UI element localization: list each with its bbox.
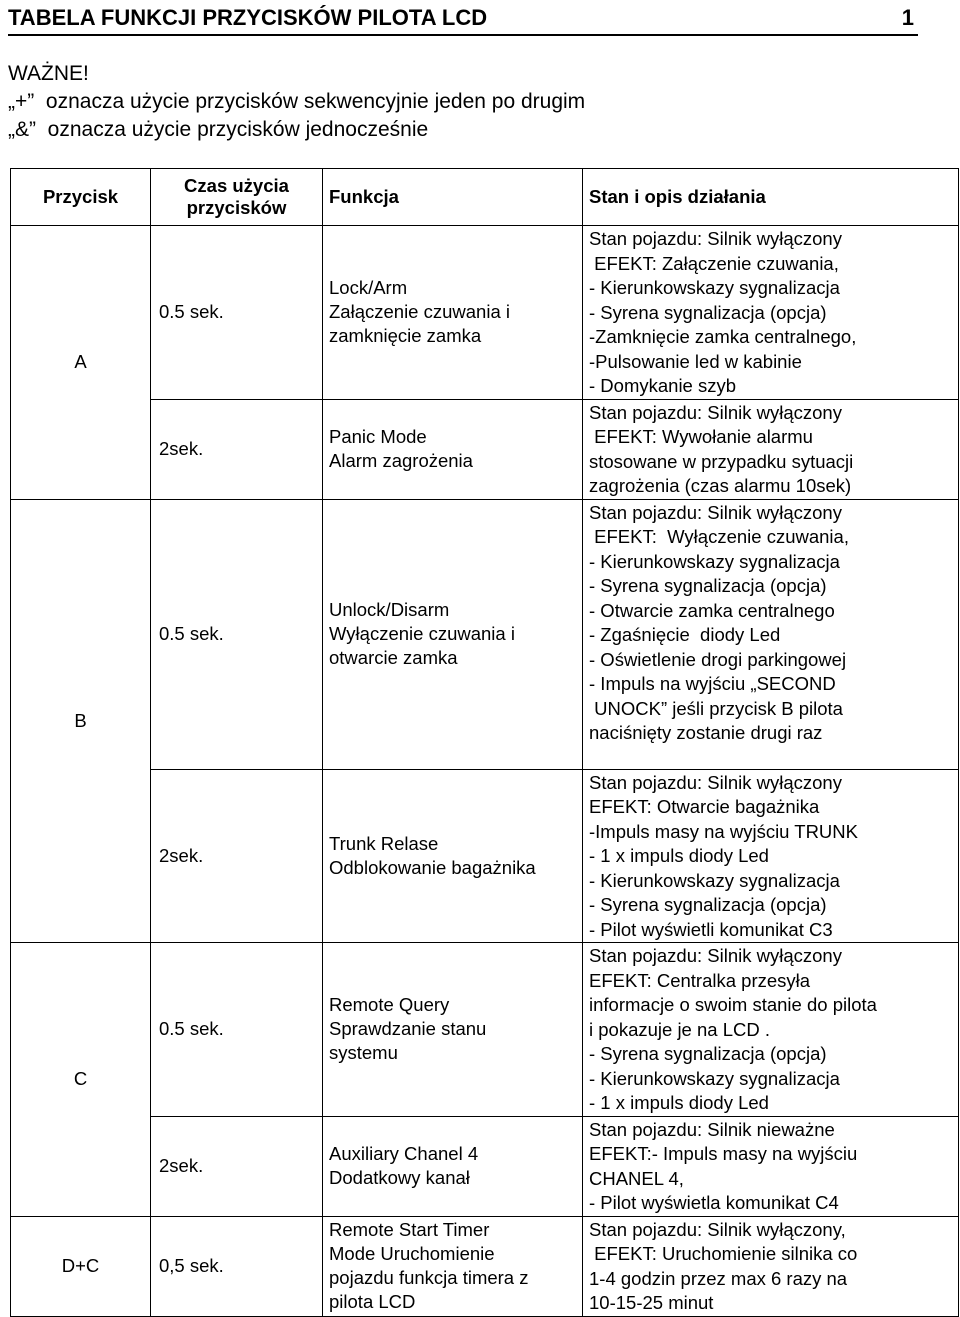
header-state: Stan i opis działania (583, 169, 959, 226)
function-line: Remote Start Timer (329, 1219, 490, 1240)
state-line: i pokazuje je na LCD . (589, 1018, 770, 1040)
table-row (11, 769, 959, 943)
page-title: TABELA FUNKCJI PRZYCISKÓW PILOTA LCD (8, 5, 488, 30)
page-header (8, 2, 918, 36)
state-line: - Zgaśnięcie diody Led (589, 624, 781, 645)
time-cell: 2sek. (151, 1116, 323, 1216)
time-cell: 2sek. (151, 769, 323, 943)
function-line: Unlock/Disarm (329, 599, 450, 620)
time-cell: 0,5 sek. (151, 1216, 323, 1316)
button-function-table (10, 168, 959, 1317)
state-line: 1-4 godzin przez max 6 razy na (589, 1267, 848, 1289)
state-cell (583, 499, 959, 769)
state-line: EFEKT: Otwarcie bagażnika (589, 796, 820, 817)
state-line: EFEKT: Wywołanie alarmu (589, 426, 813, 447)
function-line: Lock/Arm (329, 277, 408, 299)
state-cell (583, 399, 959, 499)
function-line: Alarm zagrożenia (329, 450, 473, 471)
state-line: CHANEL 4, (589, 1167, 684, 1189)
state-line: - Kierunkowskazy sygnalizacja (589, 550, 840, 572)
state-line: Stan pojazdu: Silnik wyłączony (589, 228, 842, 249)
state-line: EFEKT: Centralka przesyła (589, 969, 811, 991)
state-line: Stan pojazdu: Silnik wyłączony (589, 945, 842, 966)
function-line: otwarcie zamka (329, 647, 458, 668)
page-number: 1 (901, 5, 914, 30)
state-cell (583, 769, 959, 943)
state-line: Stan pojazdu: Silnik wyłączony (589, 771, 842, 793)
state-line: EFEKT: Uruchomienie silnika co (589, 1243, 858, 1264)
state-cell (583, 1116, 959, 1216)
button-cell: B (11, 499, 151, 943)
state-line: - Oświetlenie drogi parkingowej (589, 648, 847, 670)
state-line: Stan pojazdu: Silnik wyłączony, (589, 1218, 846, 1240)
function-cell (323, 399, 583, 499)
table-row (11, 1216, 959, 1316)
state-line: - Syrena sygnalizacja (opcja) (589, 301, 827, 323)
function-cell (323, 499, 583, 769)
state-line: Stan pojazdu: Silnik wyłączony (589, 501, 842, 523)
state-line: - Syrena sygnalizacja (opcja) (589, 575, 827, 596)
table-row (11, 399, 959, 499)
button-cell: C (11, 943, 151, 1217)
time-cell: 2sek. (151, 399, 323, 499)
function-cell (323, 769, 583, 943)
state-line: - Impuls na wyjściu „SECOND (589, 673, 836, 694)
state-line: naciśnięty zostanie drugi raz (589, 722, 823, 743)
button-cell: D+C (11, 1216, 151, 1316)
state-line: - 1 x impuls diody Led (589, 1092, 769, 1113)
state-line: informacje o swoim stanie do pilota (589, 994, 877, 1015)
function-line: systemu (329, 1042, 398, 1064)
state-line: - Otwarcie zamka centralnego (589, 599, 835, 621)
table-row (11, 499, 959, 769)
function-line: Załączenie czuwania i (329, 301, 510, 323)
header-button: Przycisk (11, 169, 151, 226)
function-line: Remote Query (329, 994, 450, 1016)
table-row (11, 226, 959, 400)
function-line: Sprawdzanie stanu (329, 1018, 487, 1040)
state-line: Stan pojazdu: Silnik nieważne (589, 1118, 835, 1140)
function-cell (323, 1116, 583, 1216)
state-line: - Domykanie szyb (589, 375, 737, 396)
function-line: Panic Mode (329, 426, 427, 447)
table-header-row (11, 169, 959, 226)
function-line: Auxiliary Chanel 4 (329, 1143, 479, 1164)
function-cell (323, 226, 583, 400)
button-cell: A (11, 226, 151, 500)
state-line: - Syrena sygnalizacja (opcja) (589, 894, 827, 915)
simultaneous-note: „&” oznacza użycie przycisków jednocześnie (8, 118, 429, 141)
state-cell (583, 1216, 959, 1316)
function-line: Trunk Relase (329, 832, 439, 854)
state-line: - Kierunkowskazy sygnalizacja (589, 869, 840, 891)
state-line: -Pulsowanie led w kabinie (589, 350, 802, 372)
state-line: EFEKT: Wyłączenie czuwania, (589, 526, 849, 547)
table-row (11, 1116, 959, 1216)
state-cell (583, 226, 959, 400)
function-line: Mode Uruchomienie (329, 1243, 495, 1264)
sequential-note: „+” oznacza użycie przycisków sekwencyjnie jeden po drugim (8, 90, 586, 113)
function-line: Wyłączenie czuwania i (329, 623, 515, 644)
function-cell (323, 1216, 583, 1316)
state-line: - Kierunkowskazy sygnalizacja (589, 277, 840, 298)
state-line: UNOCK” jeśli przycisk B pilota (589, 697, 843, 719)
function-line: pilota LCD (329, 1291, 416, 1312)
state-line: -Impuls masy na wyjściu TRUNK (589, 820, 858, 842)
state-line: - Syrena sygnalizacja (opcja) (589, 1043, 827, 1064)
function-line: Odblokowanie bagażnika (329, 856, 536, 878)
state-cell (583, 943, 959, 1117)
state-line: EFEKT:- Impuls masy na wyjściu (589, 1143, 858, 1164)
time-cell: 0.5 sek. (151, 226, 323, 400)
state-line: zagrożenia (czas alarmu 10sek) (589, 475, 852, 496)
time-cell: 0.5 sek. (151, 499, 323, 769)
header-function: Funkcja (323, 169, 583, 226)
state-line: -Zamknięcie zamka centralnego, (589, 326, 857, 347)
header-time: Czas użycia przycisków (151, 169, 323, 226)
function-line: Dodatkowy kanał (329, 1167, 470, 1188)
function-line: zamknięcie zamka (329, 325, 482, 347)
time-cell: 0.5 sek. (151, 943, 323, 1117)
function-cell (323, 943, 583, 1117)
state-line: stosowane w przypadku sytuacji (589, 450, 854, 472)
table-row (11, 943, 959, 1117)
state-line: - Pilot wyświetli komunikat C3 (589, 918, 833, 940)
state-line: EFEKT: Załączenie czuwania, (589, 252, 839, 274)
state-line: - Kierunkowskazy sygnalizacja (589, 1067, 840, 1089)
state-line: 10-15-25 minut (589, 1292, 714, 1313)
state-line: Stan pojazdu: Silnik wyłączony (589, 401, 842, 423)
important-label: WAŻNE! (8, 62, 89, 85)
state-line: - 1 x impuls diody Led (589, 845, 769, 866)
function-line: pojazdu funkcja timera z (329, 1267, 529, 1288)
state-line: - Pilot wyświetla komunikat C4 (589, 1192, 839, 1213)
